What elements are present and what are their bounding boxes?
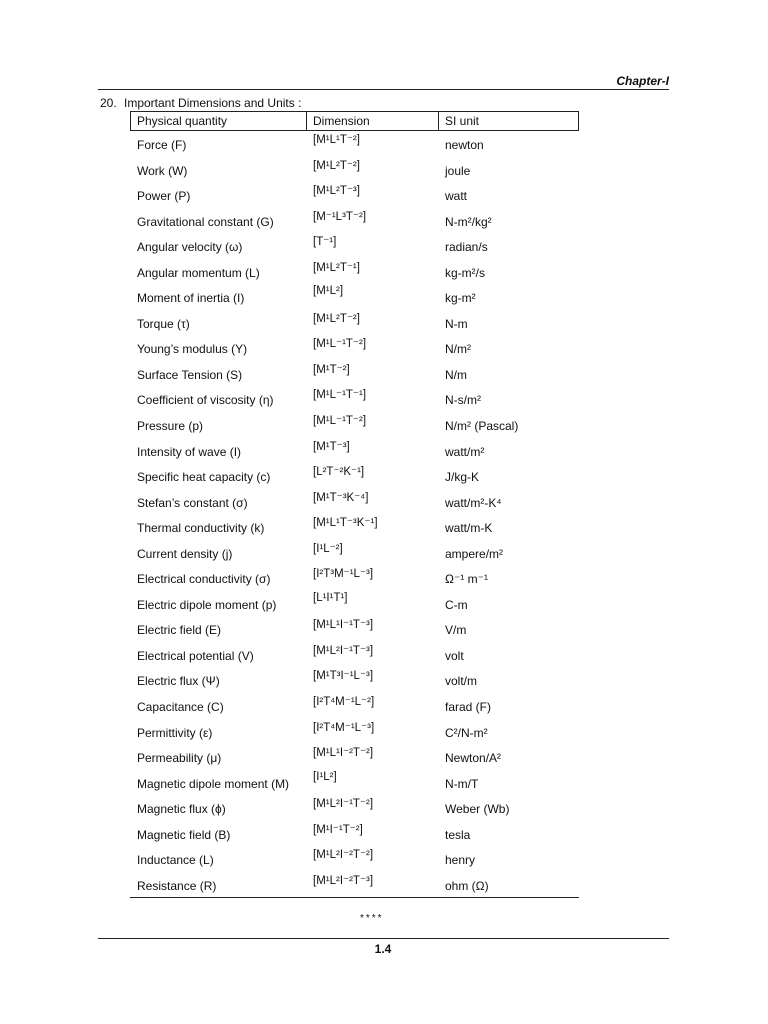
- si-unit-cell: N-s/m²: [445, 393, 481, 408]
- quantity-cell: Capacitance (C): [137, 700, 224, 715]
- si-unit-cell: N-m: [445, 316, 468, 331]
- quantity-cell: Coefficient of viscosity (η): [137, 393, 274, 408]
- table-body: [130, 131, 579, 897]
- dimension-cell: [M¹T³I⁻¹L⁻³]: [313, 670, 374, 683]
- header-divider: [306, 111, 307, 131]
- chapter-label: Chapter-I: [616, 74, 669, 88]
- table-row: [130, 259, 579, 285]
- si-unit-cell: ampere/m²: [445, 546, 504, 561]
- table-row: [130, 616, 579, 642]
- table-row: [130, 591, 579, 617]
- section-end-stars: ****: [360, 913, 384, 924]
- dimension-cell: [M¹L¹T⁻²]: [313, 134, 360, 146]
- si-unit-cell: N/m²: [445, 342, 471, 357]
- quantity-cell: Inductance (L): [137, 853, 214, 868]
- table-row: [130, 131, 579, 157]
- quantity-cell: Angular momentum (L): [137, 265, 260, 280]
- si-unit-cell: C²/N-m²: [445, 725, 488, 740]
- si-unit-cell: ohm (Ω): [445, 878, 489, 893]
- header-divider: [130, 111, 131, 131]
- table-row: [130, 157, 579, 183]
- quantity-cell: Stefan’s constant (σ): [137, 495, 248, 510]
- column-header-dimension: Dimension: [313, 114, 370, 128]
- dimension-cell: [M¹I⁻¹T⁻²]: [313, 823, 363, 836]
- quantity-cell: Electric dipole moment (p): [137, 597, 277, 612]
- dimension-cell: [M⁻¹L³T⁻²]: [313, 210, 367, 223]
- quantity-cell: Permittivity (ε): [137, 725, 213, 740]
- header-divider: [438, 111, 439, 131]
- section-title: [100, 96, 301, 110]
- table-row: [130, 821, 579, 847]
- si-unit-cell: volt: [445, 648, 464, 663]
- dimension-cell: [M¹L²I⁻¹T⁻³]: [313, 644, 374, 657]
- table-row: [130, 284, 579, 310]
- dimension-cell: [M¹T⁻²]: [313, 363, 350, 376]
- quantity-cell: Magnetic dipole moment (M): [137, 776, 290, 791]
- si-unit-cell: Ω⁻¹ m⁻¹: [445, 572, 488, 587]
- si-unit-cell: joule: [445, 163, 471, 178]
- dimension-cell: [M¹L¹T⁻³K⁻¹]: [313, 517, 378, 530]
- quantity-cell: Moment of inertia (I): [137, 291, 245, 306]
- quantity-cell: Electrical conductivity (σ): [137, 572, 271, 587]
- si-unit-cell: watt/m²: [445, 444, 485, 459]
- table-row: [130, 744, 579, 770]
- si-unit-cell: watt/m²-K⁴: [445, 495, 502, 510]
- quantity-cell: Surface Tension (S): [137, 367, 243, 382]
- dimension-cell: [M¹T⁻³K⁻⁴]: [313, 491, 369, 504]
- table-bottom-border: [130, 897, 579, 898]
- si-unit-cell: kg-m²: [445, 291, 476, 306]
- dimension-cell: [L¹I¹T¹]: [313, 591, 348, 604]
- table-row: [130, 719, 579, 745]
- dimension-cell: [M¹T⁻³]: [313, 440, 350, 453]
- dimension-cell: [I¹L²]: [313, 770, 337, 783]
- dimension-cell: [M¹L²T⁻¹]: [313, 261, 360, 274]
- dimension-cell: [M¹L²I⁻²T⁻³]: [313, 874, 374, 887]
- table-row: [130, 335, 579, 361]
- table-row: [130, 872, 579, 898]
- section-number: 20.: [100, 96, 117, 110]
- table-row: [130, 208, 579, 234]
- page-number: 1.4: [374, 942, 392, 956]
- table-row: [130, 846, 579, 872]
- si-unit-cell: N/m: [445, 367, 467, 382]
- quantity-cell: Specific heat capacity (c): [137, 470, 271, 485]
- si-unit-cell: volt/m: [445, 674, 478, 689]
- quantity-cell: Magnetic field (B): [137, 827, 231, 842]
- dimension-cell: [T⁻¹]: [313, 236, 337, 249]
- table-row: [130, 412, 579, 438]
- footer-rule: [98, 938, 669, 939]
- si-unit-cell: Weber (Wb): [445, 802, 510, 817]
- dimension-cell: [M¹L¹I⁻¹T⁻³]: [313, 619, 374, 632]
- si-unit-cell: N-m/T: [445, 776, 479, 791]
- dimension-cell: [M¹L⁻¹T⁻¹]: [313, 389, 367, 402]
- quantity-cell: Intensity of wave (I): [137, 444, 242, 459]
- table-row: [130, 795, 579, 821]
- quantity-cell: Force (F): [137, 138, 187, 152]
- si-unit-cell: N/m² (Pascal): [445, 419, 519, 434]
- table-top-border: [130, 111, 579, 112]
- quantity-cell: Pressure (p): [137, 419, 204, 434]
- table-row: [130, 489, 579, 515]
- dimension-cell: [M¹L²T⁻²]: [313, 312, 360, 325]
- table-row: [130, 514, 579, 540]
- quantity-cell: Angular velocity (ω): [137, 240, 243, 255]
- si-unit-cell: kg-m²/s: [445, 265, 485, 280]
- quantity-cell: Electric flux (Ψ): [137, 674, 220, 689]
- table-row: [130, 463, 579, 489]
- header-rule: [98, 89, 669, 90]
- quantity-cell: Electrical potential (V): [137, 648, 254, 663]
- dimension-cell: [I²T⁴M⁻¹L⁻²]: [313, 696, 375, 709]
- si-unit-cell: V/m: [445, 623, 467, 638]
- table-row: [130, 233, 579, 259]
- table-row: [130, 182, 579, 208]
- table-row: [130, 310, 579, 336]
- dimension-cell: [L²T⁻²K⁻¹]: [313, 466, 365, 479]
- si-unit-cell: newton: [445, 138, 484, 152]
- si-unit-cell: radian/s: [445, 240, 488, 255]
- quantity-cell: Power (P): [137, 189, 191, 204]
- table-row: [130, 386, 579, 412]
- column-header-si-unit: SI unit: [445, 114, 480, 128]
- si-unit-cell: watt: [445, 189, 468, 204]
- table-row: [130, 565, 579, 591]
- dimension-cell: [M¹L⁻¹T⁻²]: [313, 338, 367, 351]
- table-row: [130, 540, 579, 566]
- si-unit-cell: Newton/A²: [445, 751, 502, 766]
- table-row: [130, 770, 579, 796]
- si-unit-cell: farad (F): [445, 700, 492, 715]
- dimension-cell: [I¹L⁻²]: [313, 542, 343, 555]
- quantity-cell: Current density (j): [137, 546, 233, 561]
- dimension-cell: [M¹L²T⁻³]: [313, 185, 360, 198]
- table-row: [130, 693, 579, 719]
- quantity-cell: Magnetic flux (ϕ): [137, 802, 226, 817]
- table-row: [130, 642, 579, 668]
- quantity-cell: Torque (τ): [137, 316, 190, 331]
- quantity-cell: Gravitational constant (G): [137, 214, 274, 229]
- table-row: [130, 438, 579, 464]
- dimension-cell: [M¹L²T⁻²]: [313, 159, 360, 172]
- table-row: [130, 361, 579, 387]
- quantity-cell: Work (W): [137, 163, 188, 178]
- table-row: [130, 667, 579, 693]
- quantity-cell: Electric field (E): [137, 623, 222, 638]
- quantity-cell: Young’s modulus (Y): [137, 342, 248, 357]
- quantity-cell: Permeability (μ): [137, 751, 222, 766]
- si-unit-cell: C-m: [445, 597, 468, 612]
- si-unit-cell: J/kg-K: [445, 470, 480, 485]
- quantity-cell: Resistance (R): [137, 878, 217, 893]
- dimension-cell: [M¹L²]: [313, 285, 344, 298]
- dimension-cell: [M¹L²I⁻²T⁻²]: [313, 849, 374, 862]
- si-unit-cell: N-m²/kg²: [445, 214, 492, 229]
- dimension-cell: [I²T⁴M⁻¹L⁻³]: [313, 721, 375, 734]
- si-unit-cell: tesla: [445, 827, 471, 842]
- section-title-text: Important Dimensions and Units :: [124, 96, 302, 110]
- dimension-cell: [M¹L²I⁻¹T⁻²]: [313, 798, 374, 811]
- quantity-cell: Thermal conductivity (k): [137, 521, 265, 536]
- dimension-cell: [M¹L¹I⁻²T⁻²]: [313, 747, 374, 760]
- dimension-cell: [I²T³M⁻¹L⁻³]: [313, 568, 374, 581]
- header-divider: [578, 111, 579, 131]
- si-unit-cell: henry: [445, 853, 476, 868]
- dimension-cell: [M¹L⁻¹T⁻²]: [313, 415, 367, 428]
- column-header-quantity: Physical quantity: [137, 114, 228, 128]
- si-unit-cell: watt/m-K: [445, 521, 493, 536]
